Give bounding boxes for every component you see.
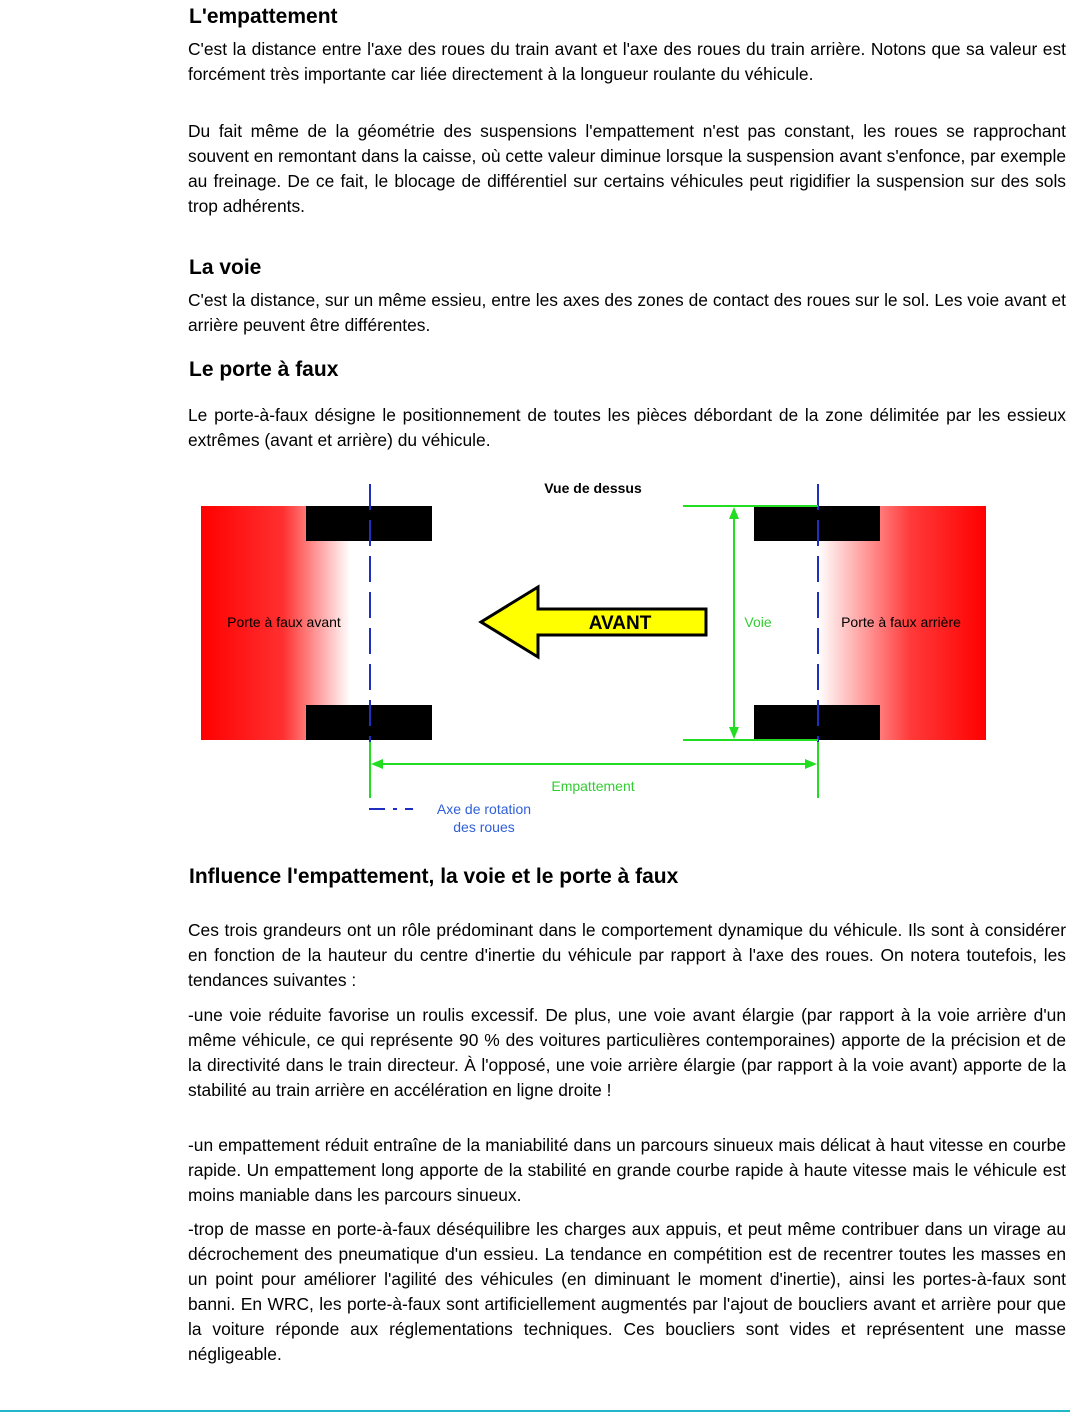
- paragraph-influence-empattement: -un empattement réduit entraîne de la maniabilité dans un parcours sinueux mais délicat à haut vitesse en courbe rapide. Un empattement long apporte de la stabilité en grande courbe rapide à haute vitesse mais le véhicule est moins maniable dans les parcours sinueux.: [188, 1135, 1066, 1205]
- paragraph-empattement-definition: C'est la distance entre l'axe des roues du train avant et l'axe des roues du train arrière. Notons que sa valeur est forcément très importante car liée directement à la longueur roulante du véhicule.: [188, 39, 1066, 84]
- paragraph-influence-voie: -une voie réduite favorise un roulis excessif. De plus, une voie avant élargie (par rapport à la voie arrière d'un même véhicule, ce qui représente 90 % des voitures particulières contemporaines) apporte de la précision et de la directivité dans le train directeur. À l'opposé, une voie arrière élargie (par rapport à la voie avant) apporte de la stabilité au train arrière en accélération en ligne droite !: [188, 1005, 1066, 1100]
- rear-overhang-label: Porte à faux arrière: [841, 614, 961, 630]
- footer-divider: [0, 1410, 1070, 1412]
- track-label: Voie: [744, 614, 772, 630]
- front-overhang-label: Porte à faux avant: [227, 614, 341, 630]
- paragraph-porte-a-faux-definition: Le porte-à-faux désigne le positionnement de toutes les pièces débordant de la zone délimitée par les essieux extrêmes (avant et arrière) du véhicule.: [188, 405, 1066, 450]
- paragraph-empattement-suspension: Du fait même de la géométrie des suspensions l'empattement n'est pas constant, les roues se rapprochant souvent en remontant dans la caisse, où cette valeur diminue lorsque la suspension avant s'enfonce, par exemple au freinage. De ce fait, le blocage de différentiel sur certains véhicules peut rigidifier la suspension sur des sols trop adhérents.: [188, 121, 1066, 216]
- paragraph-influence-porte-a-faux: -trop de masse en porte-à-faux déséquilibre les charges aux appuis, et peut même contribuer dans un virage au décrochement des pneumatique d'un essieu. La tendance en compétition est de recentrer toutes les masses en un point pour améliorer l'agilité des véhicules (en diminuant le moment d'inertie), ainsi les portes-à-faux sont banni. En WRC, les porte-à-faux sont artificiellement augmentés par l'ajout de boucliers avant et arrière pour que la voiture réponde aux réglementations techniques. Ces boucliers sont vides et représentent une masse négligeable.: [188, 1219, 1066, 1364]
- wheelbase-arrowhead-left: [371, 759, 383, 769]
- heading-porte-a-faux: Le porte à faux: [189, 358, 339, 381]
- paragraph-voie-definition: C'est la distance, sur un même essieu, entre les axes des zones de contact des roues sur le sol. Les voie avant et arrière peuvent être différentes.: [188, 290, 1066, 335]
- track-arrowhead-top: [729, 507, 739, 519]
- legend-line-1: Axe de rotation: [436, 801, 532, 817]
- wheelbase-label: Empattement: [551, 778, 635, 794]
- paragraph-influence-intro: Ces trois grandeurs ont un rôle prédominant dans le comportement dynamique du véhicule. Ils sont à considérer en fonction de la hauteur du centre d'inertie du véhicule par rapport à l'axe des roues. On notera toutefois, les tendances suivantes :: [188, 920, 1066, 990]
- wheelbase-arrowhead-right: [805, 759, 817, 769]
- track-arrowhead-bottom: [729, 727, 739, 739]
- arrow-label: AVANT: [588, 613, 652, 634]
- heading-empattement: L'empattement: [189, 5, 338, 28]
- vehicle-top-view-diagram: [190, 474, 1000, 840]
- heading-voie: La voie: [189, 256, 262, 279]
- diagram-title: Vue de dessus: [544, 480, 642, 496]
- heading-influence: Influence l'empattement, la voie et le porte à faux: [189, 865, 679, 888]
- legend-line-2: des roues: [453, 819, 515, 835]
